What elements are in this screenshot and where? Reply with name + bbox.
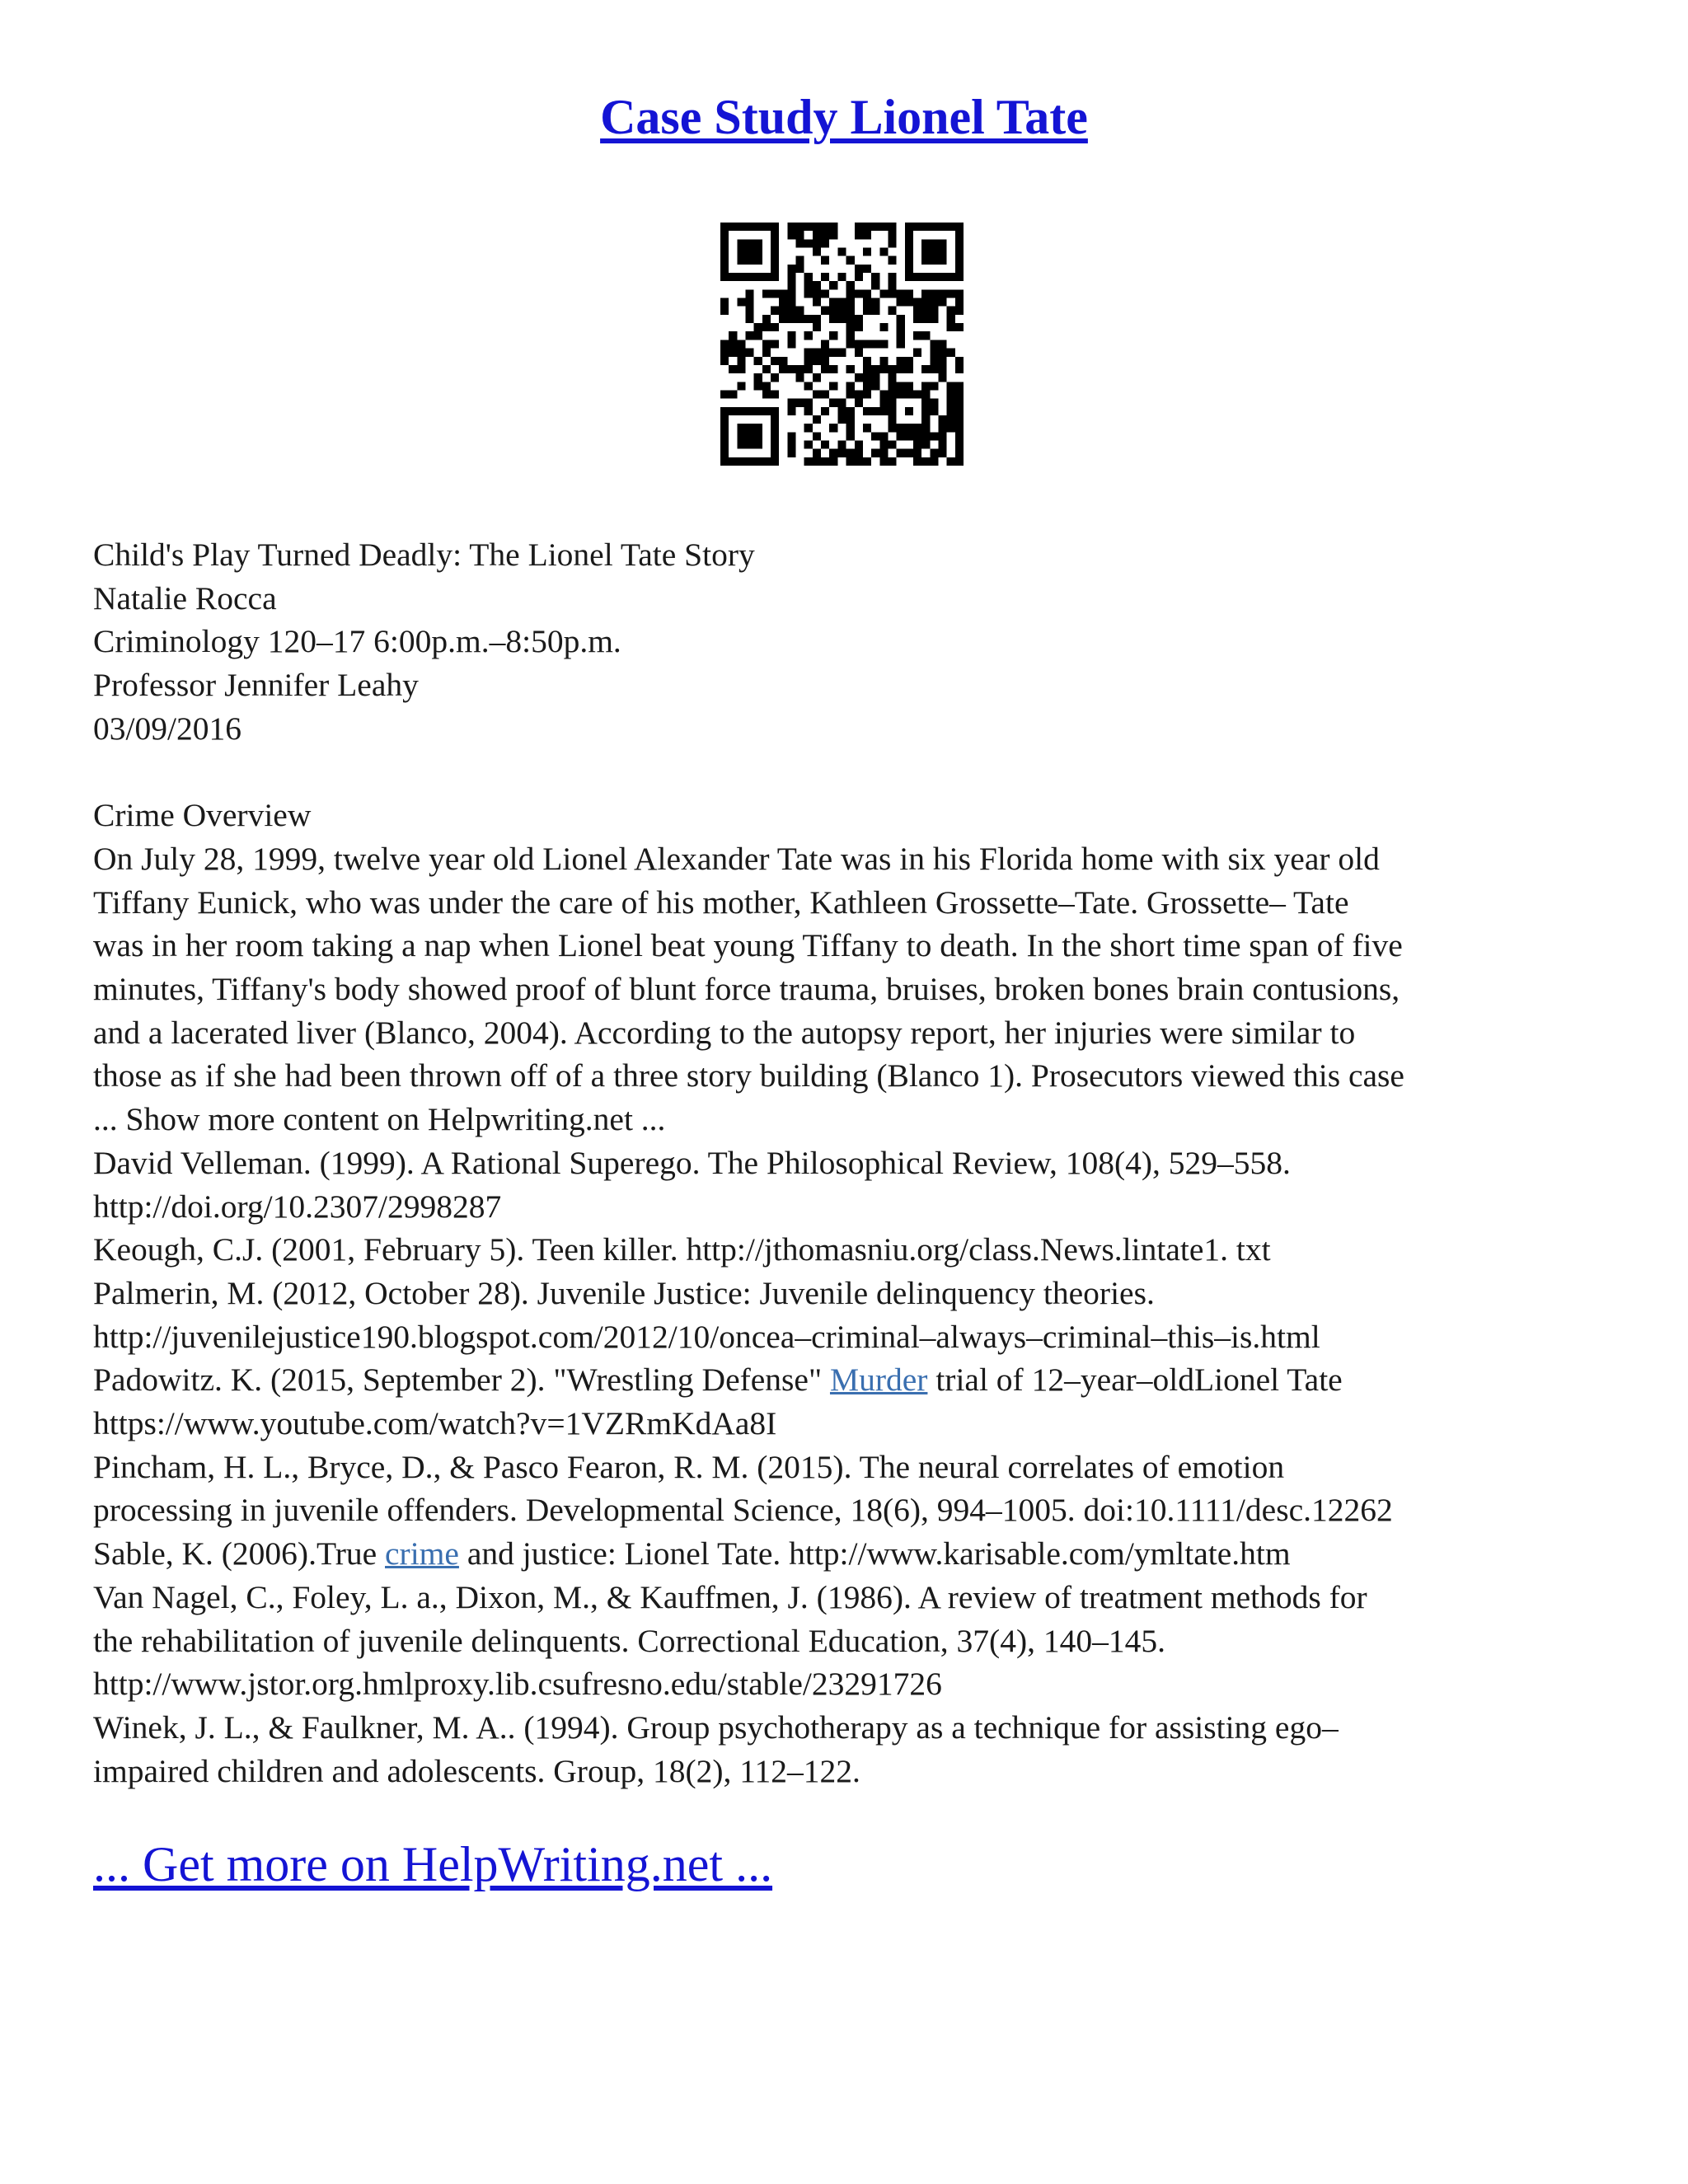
reference-line: Palmerin, M. (2012, October 28). Juvenile Justice: Juvenile delinquency theories. xyxy=(93,1274,1155,1311)
essay-title: Child's Play Turned Deadly: The Lionel Tate Story xyxy=(93,537,755,573)
reference-line: Van Nagel, C., Foley, L. a., Dixon, M., & Kauffmen, J. (1986). A review of treatment methods for xyxy=(93,1578,1367,1615)
qr-code-icon xyxy=(720,223,964,466)
crime-link[interactable]: crime xyxy=(385,1535,459,1572)
reference-line: processing in juvenile offenders. Developmental Science, 18(6), 994–1005. doi:10.1111/desc.12262 xyxy=(93,1492,1393,1529)
reference-line: http://doi.org/10.2307/2998287 xyxy=(93,1188,502,1225)
course-info: Criminology 120–17 6:00p.m.–8:50p.m. xyxy=(93,623,621,660)
overview-line: Tiffany Eunick, who was under the care of his mother, Kathleen Grossette–Tate. Grossette– Tate xyxy=(93,883,1349,921)
reference-line: the rehabilitation of juvenile delinquents. Correctional Education, 37(4), 140–145. xyxy=(93,1622,1165,1659)
overview-line: and a lacerated liver (Blanco, 2004). According to the autopsy report, her injuries were similar to xyxy=(93,1014,1356,1051)
reference-line xyxy=(93,1532,1601,1576)
essay-date: 03/09/2016 xyxy=(93,710,241,747)
reference-line: David Velleman. (1999). A Rational Superego. The Philosophical Review, 108(4), 529–558. xyxy=(93,1144,1291,1181)
author-name: Natalie Rocca xyxy=(93,579,277,616)
reference-line: Keough, C.J. (2001, February 5). Teen killer. http://jthomasniu.org/class.News.lintate1. txt xyxy=(93,1231,1271,1268)
reference-line: Winek, J. L., & Faulkner, M. A.. (1994). Group psychotherapy as a technique for assisting ego– xyxy=(93,1708,1339,1746)
reference-line: Pincham, H. L., Bryce, D., & Pasco Fearon, R. M. (2015). The neural correlates of emotion xyxy=(93,1448,1285,1485)
reference-text: and justice: Lionel Tate. http://www.karisable.com/ymltate.htm xyxy=(458,1535,1291,1572)
reference-line xyxy=(93,1358,1601,1402)
reference-line: impaired children and adolescents. Group, 18(2), 112–122. xyxy=(93,1752,860,1789)
overview-line: On July 28, 1999, twelve year old Lionel Alexander Tate was in his Florida home with six year old xyxy=(93,840,1380,877)
overview-line: was in her room taking a nap when Lionel beat young Tiffany to death. In the short time span of five xyxy=(93,927,1403,964)
section-heading: Crime Overview xyxy=(93,797,312,834)
professor-name: Professor Jennifer Leahy xyxy=(93,667,419,704)
title-container xyxy=(0,89,1688,146)
show-more-text: ... Show more content on Helpwriting.net ... xyxy=(93,1101,666,1138)
page-title-link[interactable]: Case Study Lionel Tate xyxy=(600,90,1088,144)
murder-link[interactable]: Murder xyxy=(829,1361,928,1399)
overview-line: minutes, Tiffany's body showed proof of blunt force trauma, bruises, broken bones brain contusions, xyxy=(93,971,1400,1008)
get-more-link[interactable]: ... Get more on HelpWriting.net ... xyxy=(93,1837,773,1891)
reference-text: trial of 12–year–oldLionel Tate xyxy=(927,1361,1343,1399)
document-body xyxy=(93,533,1601,1793)
reference-text: Sable, K. (2006).True xyxy=(93,1535,386,1572)
reference-line: http://www.jstor.org.hmlproxy.lib.csufresno.edu/stable/23291726 xyxy=(93,1666,942,1703)
reference-line: http://juvenilejustice190.blogspot.com/2012/10/oncea–criminal–always–criminal–this–is.html xyxy=(93,1318,1320,1355)
overview-line: those as if she had been thrown off of a three story building (Blanco 1). Prosecutors viewed this case xyxy=(93,1057,1404,1094)
reference-line: https://www.youtube.com/watch?v=1VZRmKdAa8I xyxy=(93,1405,777,1442)
spacer xyxy=(93,751,1601,794)
reference-text: Padowitz. K. (2015, September 2). "Wrestling Defense" xyxy=(93,1361,830,1399)
